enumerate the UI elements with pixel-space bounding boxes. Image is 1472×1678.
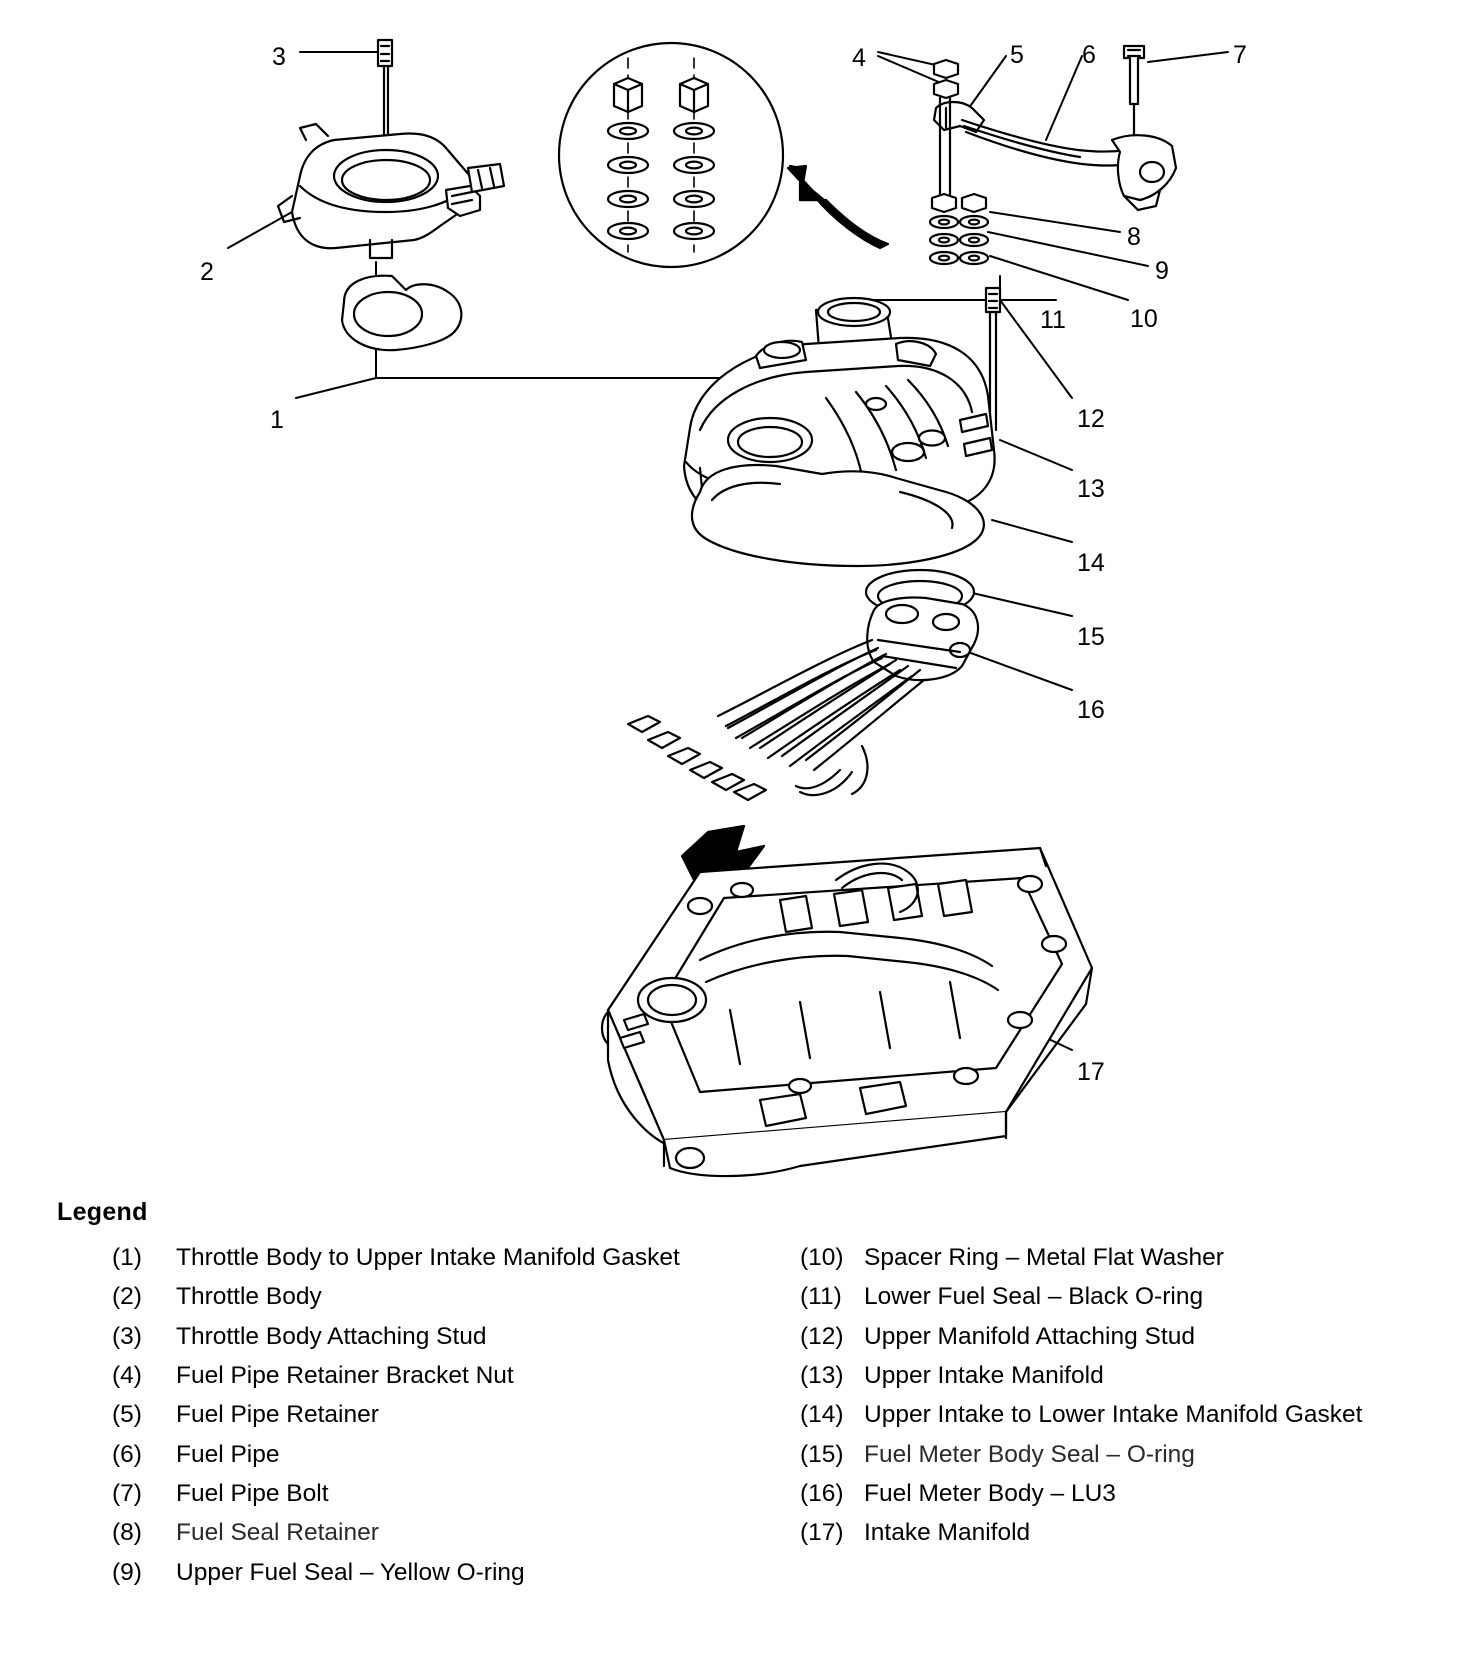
legend-item [800, 1517, 1400, 1549]
detail-inset-circle [559, 43, 783, 267]
legend-item [800, 1321, 1400, 1353]
legend-item-number: (6) [112, 1440, 142, 1468]
legend-item-number: (16) [800, 1479, 844, 1507]
legend-item-label: Fuel Pipe [176, 1440, 280, 1468]
callout-8: 8 [1127, 223, 1141, 251]
legend-item-number: (15) [800, 1440, 844, 1468]
legend-item [112, 1439, 712, 1471]
legend-item-number: (4) [112, 1361, 142, 1389]
legend-item-label: Upper Intake Manifold [864, 1361, 1104, 1389]
callout-1: 1 [270, 406, 284, 434]
part-seal-stack [930, 194, 988, 264]
legend-item-label: Upper Manifold Attaching Stud [864, 1322, 1195, 1350]
callout-4: 4 [852, 44, 866, 72]
part-fuel-meter-body [628, 598, 978, 801]
legend-item [112, 1242, 712, 1274]
part-intake-manifold [602, 848, 1092, 1176]
part-throttle-body-gasket [342, 276, 461, 350]
legend-item [112, 1478, 712, 1510]
callout-10: 10 [1130, 305, 1158, 333]
legend-item-label: Fuel Seal Retainer [176, 1519, 379, 1547]
legend-column-left [112, 1242, 712, 1596]
legend-item [112, 1360, 712, 1392]
legend-item [800, 1242, 1400, 1274]
detail-pointer-arrow [788, 166, 888, 248]
callout-14: 14 [1077, 549, 1105, 577]
legend-item-number: (9) [112, 1558, 142, 1586]
callout-7: 7 [1233, 41, 1247, 69]
callout-16: 16 [1077, 696, 1105, 724]
legend-item-number: (17) [800, 1519, 844, 1547]
legend [0, 1185, 1472, 1678]
legend-item-number: (7) [112, 1479, 142, 1507]
legend-item-label: Fuel Pipe Retainer [176, 1401, 379, 1429]
part-fuel-pipe-assembly [934, 46, 1176, 210]
legend-item-label: Throttle Body [176, 1283, 322, 1311]
legend-item-number: (1) [112, 1244, 142, 1271]
callout-13: 13 [1077, 475, 1105, 503]
callout-15: 15 [1077, 623, 1105, 651]
callout-12: 12 [1077, 405, 1105, 433]
injector-nozzles [628, 716, 766, 800]
legend-item-number: (10) [800, 1244, 844, 1271]
legend-item [800, 1399, 1400, 1431]
callout-3: 3 [272, 43, 286, 71]
legend-item-label: Fuel Meter Body – LU3 [864, 1479, 1116, 1507]
callout-9: 9 [1155, 257, 1169, 285]
legend-item-label: Throttle Body to Upper Intake Manifold Gasket [176, 1244, 680, 1271]
callout-6: 6 [1082, 41, 1096, 69]
legend-item-number: (3) [112, 1322, 142, 1350]
part-throttle-body-attaching-stud [378, 40, 392, 146]
legend-item-label: Upper Fuel Seal – Yellow O-ring [176, 1558, 525, 1586]
legend-item-number: (5) [112, 1401, 142, 1429]
legend-item [800, 1478, 1400, 1510]
legend-item-label: Intake Manifold [864, 1519, 1031, 1547]
legend-item-label: Fuel Pipe Retainer Bracket Nut [176, 1361, 514, 1389]
legend-item-label: Upper Intake to Lower Intake Manifold Gasket [864, 1401, 1363, 1429]
legend-item [112, 1281, 712, 1313]
legend-item-label: Fuel Meter Body Seal – O-ring [864, 1440, 1195, 1468]
legend-item-number: (8) [112, 1519, 142, 1547]
legend-item-label: Fuel Pipe Bolt [176, 1479, 329, 1507]
legend-item-number: (2) [112, 1283, 142, 1311]
legend-heading: Legend [57, 1198, 148, 1226]
callout-5: 5 [1010, 41, 1024, 69]
legend-item [112, 1517, 712, 1549]
legend-item-label: Lower Fuel Seal – Black O-ring [864, 1283, 1204, 1311]
callout-2: 2 [200, 258, 214, 286]
legend-item [112, 1321, 712, 1353]
legend-item [112, 1557, 712, 1589]
legend-item-number: (14) [800, 1401, 844, 1429]
legend-item-number: (12) [800, 1322, 844, 1350]
legend-item [800, 1281, 1400, 1313]
part-throttle-body [278, 124, 504, 258]
legend-item-label: Spacer Ring – Metal Flat Washer [864, 1244, 1224, 1271]
legend-item [800, 1439, 1400, 1471]
callout-17: 17 [1077, 1058, 1105, 1086]
legend-item [800, 1360, 1400, 1392]
legend-item-label: Throttle Body Attaching Stud [176, 1322, 487, 1350]
legend-column-right [800, 1242, 1400, 1557]
legend-item-number: (13) [800, 1361, 844, 1389]
callout-11: 11 [1040, 306, 1066, 334]
legend-item [112, 1399, 712, 1431]
legend-item-number: (11) [800, 1283, 842, 1311]
